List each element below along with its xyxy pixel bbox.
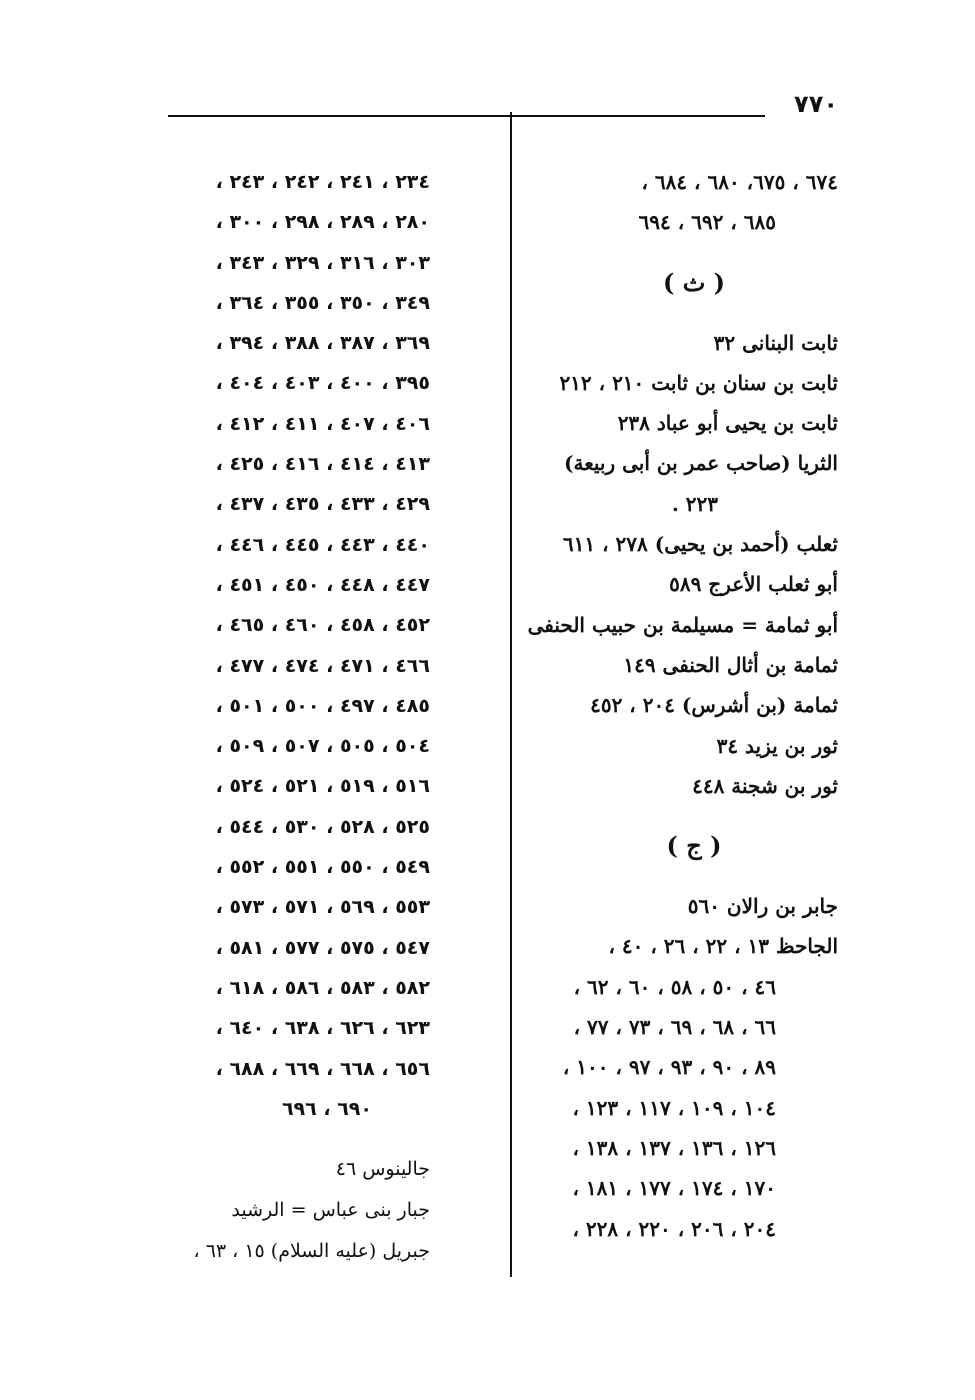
page-ref-line: ٤٤٧ ، ٤٤٨ ، ٤٥٠ ، ٤٥١ ، [215,573,430,596]
spacer [178,1129,430,1149]
index-entry: أبو ثعلب الأعرج ٥٨٩ [669,572,838,597]
page-ref-line: ٢٨٠ ، ٢٨٩ ، ٢٩٨ ، ٣٠٠ ، [215,211,430,234]
section-heading-jim: ( ج ) [666,831,722,861]
index-line: ٦٦ ، ٦٨ ، ٦٩ ، ٧٣ ، ٧٧ ، [573,1015,776,1040]
index-entry: الثريا (صاحب عمر بن أبى ربيعة) [564,451,838,476]
page-ref-line: ٢٣٤ ، ٢٤١ ، ٢٤٢ ، ٢٤٣ ، [215,171,430,193]
index-entry: ثابت بن يحيى أبو عباد ٢٣٨ [617,411,838,436]
left-column [178,162,430,1272]
page-ref-line: ٤٦٦ ، ٤٧١ ، ٤٧٤ ، ٤٧٧ ، [215,654,430,677]
column-divider [510,112,512,1277]
index-line: ٦٧٤ ، ٦٧٥، ٦٨٠ ، ٦٨٤ ، [641,170,838,194]
index-entry: الجاحظ ١٣ ، ٢٢ ، ٢٦ ، ٤٠ ، [608,934,838,959]
page-ref-line: ٥٨٢ ، ٥٨٣ ، ٥٨٦ ، ٦١٨ ، [215,976,430,999]
index-line: ٢٠٤ ، ٢٠٦ ، ٢٢٠ ، ٢٢٨ ، [572,1216,776,1241]
index-entry: ثعلب (أحمد بن يحيى) ٢٧٨ ، ٦١١ [562,532,838,557]
index-line: ١٢٦ ، ١٣٦ ، ١٣٧ ، ١٣٨ ، [572,1135,776,1160]
page-ref-line: ٣٤٩ ، ٣٥٠ ، ٣٥٥ ، ٣٦٤ ، [215,291,430,314]
page-ref-line: ٤٢٩ ، ٤٣٣ ، ٤٣٥ ، ٤٣٧ ، [215,493,430,516]
page-ref-line: ٥٤٧ ، ٥٧٥ ، ٥٧٧ ، ٥٨١ ، [215,936,430,959]
index-entry: ثور بن شجنة ٤٤٨ [692,773,838,798]
page-ref-line: ٥٥٣ ، ٥٦٩ ، ٥٧١ ، ٥٧٣ ، [215,896,430,919]
page-ref-line: ٤٥٢ ، ٤٥٨ ، ٤٦٠ ، ٤٦٥ ، [215,614,430,637]
index-line: ٦٨٥ ، ٦٩٢ ، ٦٩٤ [638,210,776,235]
index-entry: جالينوس ٤٦ [335,1158,430,1181]
page-ref-line: ٣٠٣ ، ٣١٦ ، ٣٢٩ ، ٣٤٣ ، [215,251,430,274]
index-entry: جبريل (عليه السلام) ١٥ ، ٦٣ ، [193,1240,430,1263]
page-ref-line: ٦٥٦ ، ٦٦٨ ، ٦٦٩ ، ٦٨٨ ، [215,1057,430,1080]
index-entry: ثمامة بن أثال الحنفى ١٤٩ [623,652,838,677]
page-ref-line: ٤٤٠ ، ٤٤٣ ، ٤٤٥ ، ٤٤٦ ، [215,533,430,556]
section-heading-tha: ( ث ) [662,267,725,297]
page-ref-line: ٣٦٩ ، ٣٨٧ ، ٣٨٨ ، ٣٩٤ ، [215,332,430,355]
index-entry: جابر بن رالان ٥٦٠ [687,894,838,919]
index-entry: أبو ثمامة = مسيلمة بن حبيب الحنفى [527,612,838,637]
page-ref-line: ٥٢٥ ، ٥٢٨ ، ٥٣٠ ، ٥٤٤ ، [215,815,430,838]
index-line: ٨٩ ، ٩٠ ، ٩٣ ، ٩٧ ، ١٠٠ ، [562,1055,776,1080]
index-line: ١٠٤ ، ١٠٩ ، ١١٧ ، ١٢٣ ، [572,1095,776,1120]
index-entry-continuation: ٢٢٣ . [671,491,718,516]
page-ref-line: ٣٩٥ ، ٤٠٠ ، ٤٠٣ ، ٤٠٤ ، [215,372,430,395]
index-line: ١٧٠ ، ١٧٤ ، ١٧٧ ، ١٨١ ، [572,1176,776,1201]
index-entry: ثابت بن سنان بن ثابت ٢١٠ ، ٢١٢ [559,370,838,395]
index-entry: ثمامة (بن أشرس) ٢٠٤ ، ٤٥٢ [590,693,838,718]
index-entry: ثور بن يزيد ٣٤ [716,733,838,758]
page-ref-line: ٤٠٦ ، ٤٠٧ ، ٤١١ ، ٤١٢ ، [215,412,430,435]
page-ref-line: ٤١٣ ، ٤١٤ ، ٤١٦ ، ٤٢٥ ، [215,453,430,476]
index-line: ٤٦ ، ٥٠ ، ٥٨ ، ٦٠ ، ٦٢ ، [573,974,776,999]
page-ref-line: ٤٨٥ ، ٤٩٧ ، ٥٠٠ ، ٥٠١ ، [215,694,430,717]
right-column [520,162,838,1249]
page-ref-line: ٦٢٣ ، ٦٢٦ ، ٦٣٨ ، ٦٤٠ ، [215,1017,430,1040]
page-ref-line: ٥١٦ ، ٥١٩ ، ٥٢١ ، ٥٢٤ ، [215,775,430,798]
page-ref-line: ٥٤٩ ، ٥٥٠ ، ٥٥١ ، ٥٥٢ ، [215,856,430,879]
page-ref-line: ٥٠٤ ، ٥٠٥ ، ٥٠٧ ، ٥٠٩ ، [215,735,430,758]
page-ref-line: ٦٩٠ ، ٦٩٦ [281,1097,372,1120]
index-entry: جبار بنى عباس = الرشيد [231,1199,430,1222]
index-entry: ثابت البنانى ٣٢ [713,330,838,355]
header-rule [168,115,765,117]
page-number: ٧٧٠ [794,90,838,118]
